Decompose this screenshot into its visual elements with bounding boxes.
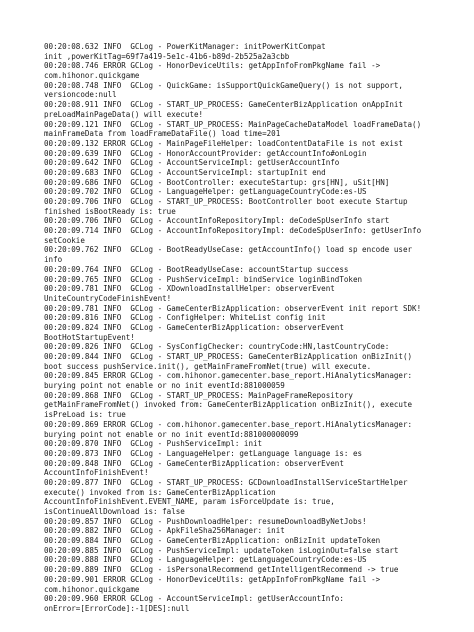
log-line: 00:20:09.857 INFO GCLog - PushDownloadHelper: resumeDownloadByNetJobs!	[44, 516, 367, 526]
log-line: 00:20:09.706 INFO GCLog - START_UP_PROCESS: BootController boot execute Startup	[44, 197, 408, 206]
log-line: 00:20:09.706 INFO GCLog - AccountInfoRepositoryImpl: deCodeSpUserInfo start	[44, 216, 390, 226]
log-line: 00:20:09.824 INFO GCLog - GameCenterBizApplication: observerEvent	[44, 322, 344, 332]
log-line: AccountInfoFinishEvent.EVENT_NAME, param isForceUpdate is: true,	[44, 497, 335, 507]
log-line: 00:20:09.844 INFO GCLog - START_UP_PROCESS: GameCenterBizApplication onBizInit()	[44, 352, 413, 361]
log-line: 00:20:09.816 INFO GCLog - ConfigHelper: WhiteList config init	[44, 313, 326, 323]
log-line: 00:20:09.132 ERROR GCLog - MainPageFileHelper: loadContentDataFile is not exist	[44, 138, 403, 148]
log-line: 00:20:09.686 INFO GCLog - BootController: executeStartup: grs[HN], uSit[HN]	[44, 177, 390, 187]
log-line: versioncode:null	[44, 90, 117, 100]
log-line: 00:20:09.121 INFO GCLog - START_UP_PROCESS: MainPageCacheDataModel loadFrameData()	[44, 119, 422, 129]
log-line: 00:20:09.781 INFO GCLog - GameCenterBizApplication: observerEvent init report SDK!	[44, 303, 422, 313]
log-line: 00:20:09.885 INFO GCLog - PushServiceImpl: updateToken isLoginOut=false start	[44, 545, 399, 555]
log-line: com.hihonor.quickgame	[44, 71, 140, 81]
log-line: 00:20:09.764 INFO GCLog - BootReadyUseCase: accountStartup success	[44, 264, 349, 274]
log-line: 00:20:09.888 INFO GCLog - LanguageHelper: getLanguageCountryCode:es-US	[44, 555, 367, 565]
log-line: 00:20:09.683 INFO GCLog - AccountServiceImpl: startupInit end	[44, 167, 326, 177]
log-line: 00:20:08.911 INFO GCLog - START_UP_PROCESS: GameCenterBizApplication onAppInit	[44, 100, 403, 110]
log-line: getMainFrameFromNet() invoked from: GameCenterBizApplication onBizInit(), execute	[44, 400, 413, 410]
log-view	[44, 42, 462, 612]
log-line: UniteCountryCodeFinishEvent!	[44, 293, 172, 303]
log-line: 00:20:09.826 INFO GCLog - SysConfigChecker: countryCode:HN,lastCountryCode:	[44, 342, 390, 352]
log-line: 00:20:09.762 INFO GCLog - BootReadyUseCase: getAccountInfo() load sp encode user	[44, 245, 413, 255]
log-line: init ,powerKitTag=69f7a419-5e1c-41b6-b89d-2b525a2a3cbb	[44, 51, 290, 61]
log-line: 00:20:08.748 INFO GCLog - QuickGame: isSupportQuickGameQuery() is not support,	[44, 80, 403, 90]
log-line: execute() invoked from is: GameCenterBizApplication	[44, 487, 276, 497]
log-line: 00:20:09.882 INFO GCLog - ApkFileSha256Manager: init	[44, 526, 285, 536]
log-line: 00:20:09.868 INFO GCLog - START_UP_PROCESS: MainPageFrameRepository	[44, 390, 353, 400]
log-line: 00:20:09.960 ERROR GCLog - AccountServiceImpl: getUserAccountInfo:	[44, 594, 344, 604]
log-line: 00:20:09.848 INFO GCLog - GameCenterBizApplication: observerEvent	[44, 458, 344, 468]
log-line: com.hihonor.quickgame	[44, 584, 140, 594]
log-line: mainFrameData from loadFrameDataFile() load time=201	[44, 129, 281, 139]
log-line: 00:20:09.642 INFO GCLog - AccountServiceImpl: getUserAccountInfo	[44, 158, 340, 168]
log-line: 00:20:09.845 ERROR GCLog - com.hihonor.gamecenter.base_report.HiAnalyticsManager:	[44, 371, 413, 381]
log-line: boot success pushService.init(), getMainFrameFromNet(true) will execute.	[44, 361, 372, 371]
log-line: 00:20:09.884 INFO GCLog - GameCenterBizApplication: onBizInit updateToken	[44, 536, 381, 546]
log-line: info	[44, 255, 63, 265]
log-line: 00:20:09.869 ERROR GCLog - com.hihonor.gamecenter.base_report.HiAnalyticsManager:	[44, 419, 413, 429]
log-line: setCookie	[44, 235, 85, 245]
log-line: preLoadMainPageData() will execute!	[44, 109, 204, 119]
log-line: 00:20:09.873 INFO GCLog - LanguageHelper: getLanguage language is: es	[44, 448, 363, 458]
log-line: burying point not enable or no init eventId:881000000099	[44, 429, 299, 439]
log-line: burying point not enable or no init eventId:881000059	[44, 381, 285, 391]
log-line: 00:20:08.746 ERROR GCLog - HonorDeviceUtils: getAppInfoFromPkgName fail ->	[44, 61, 381, 71]
log-line: finished isBootReady is: true	[44, 206, 176, 216]
log-line: AccountInfoFinishEvent!	[44, 468, 149, 478]
log-line: 00:20:09.889 INFO GCLog - isPersonalRecommend getIntelligentRecommend -> true	[44, 565, 399, 575]
log-line: 00:20:09.877 INFO GCLog - START_UP_PROCESS: GCDownloadInstallServiceStartHelper	[44, 477, 408, 487]
log-line: 00:20:09.765 INFO GCLog - PushServiceImpl: bindService loginBindToken	[44, 274, 363, 284]
log-line: 00:20:09.702 INFO GCLog - LanguageHelper: getLanguageCountryCode:es-US	[44, 187, 367, 197]
log-line: 00:20:08.632 INFO GCLog - PowerKitManager: initPowerKitCompat	[44, 42, 326, 51]
log-line: BootHotStartupEvent!	[44, 332, 135, 342]
log-line: 00:20:09.901 ERROR GCLog - HonorDeviceUtils: getAppInfoFromPkgName fail ->	[44, 574, 381, 584]
log-line: 00:20:09.714 INFO GCLog - AccountInfoRepositoryImpl: deCodeSpUserInfo: getUserInfo	[44, 226, 422, 236]
log-line: 00:20:09.639 INFO GCLog - HonorAccountProvider: getAccountInfo#onLogin	[44, 148, 367, 158]
log-line: isContinueAllDownload is: false	[44, 507, 185, 516]
log-line: 00:20:09.781 INFO GCLog - XDownloadInstallHelper: observerEvent	[44, 284, 335, 294]
log-line: isPreLoad is: true	[44, 410, 126, 420]
log-line: onError=[ErrorCode]:-1[DES]:null	[44, 603, 190, 612]
log-line: 00:20:09.870 INFO GCLog - PushServiceImpl: init	[44, 439, 263, 449]
